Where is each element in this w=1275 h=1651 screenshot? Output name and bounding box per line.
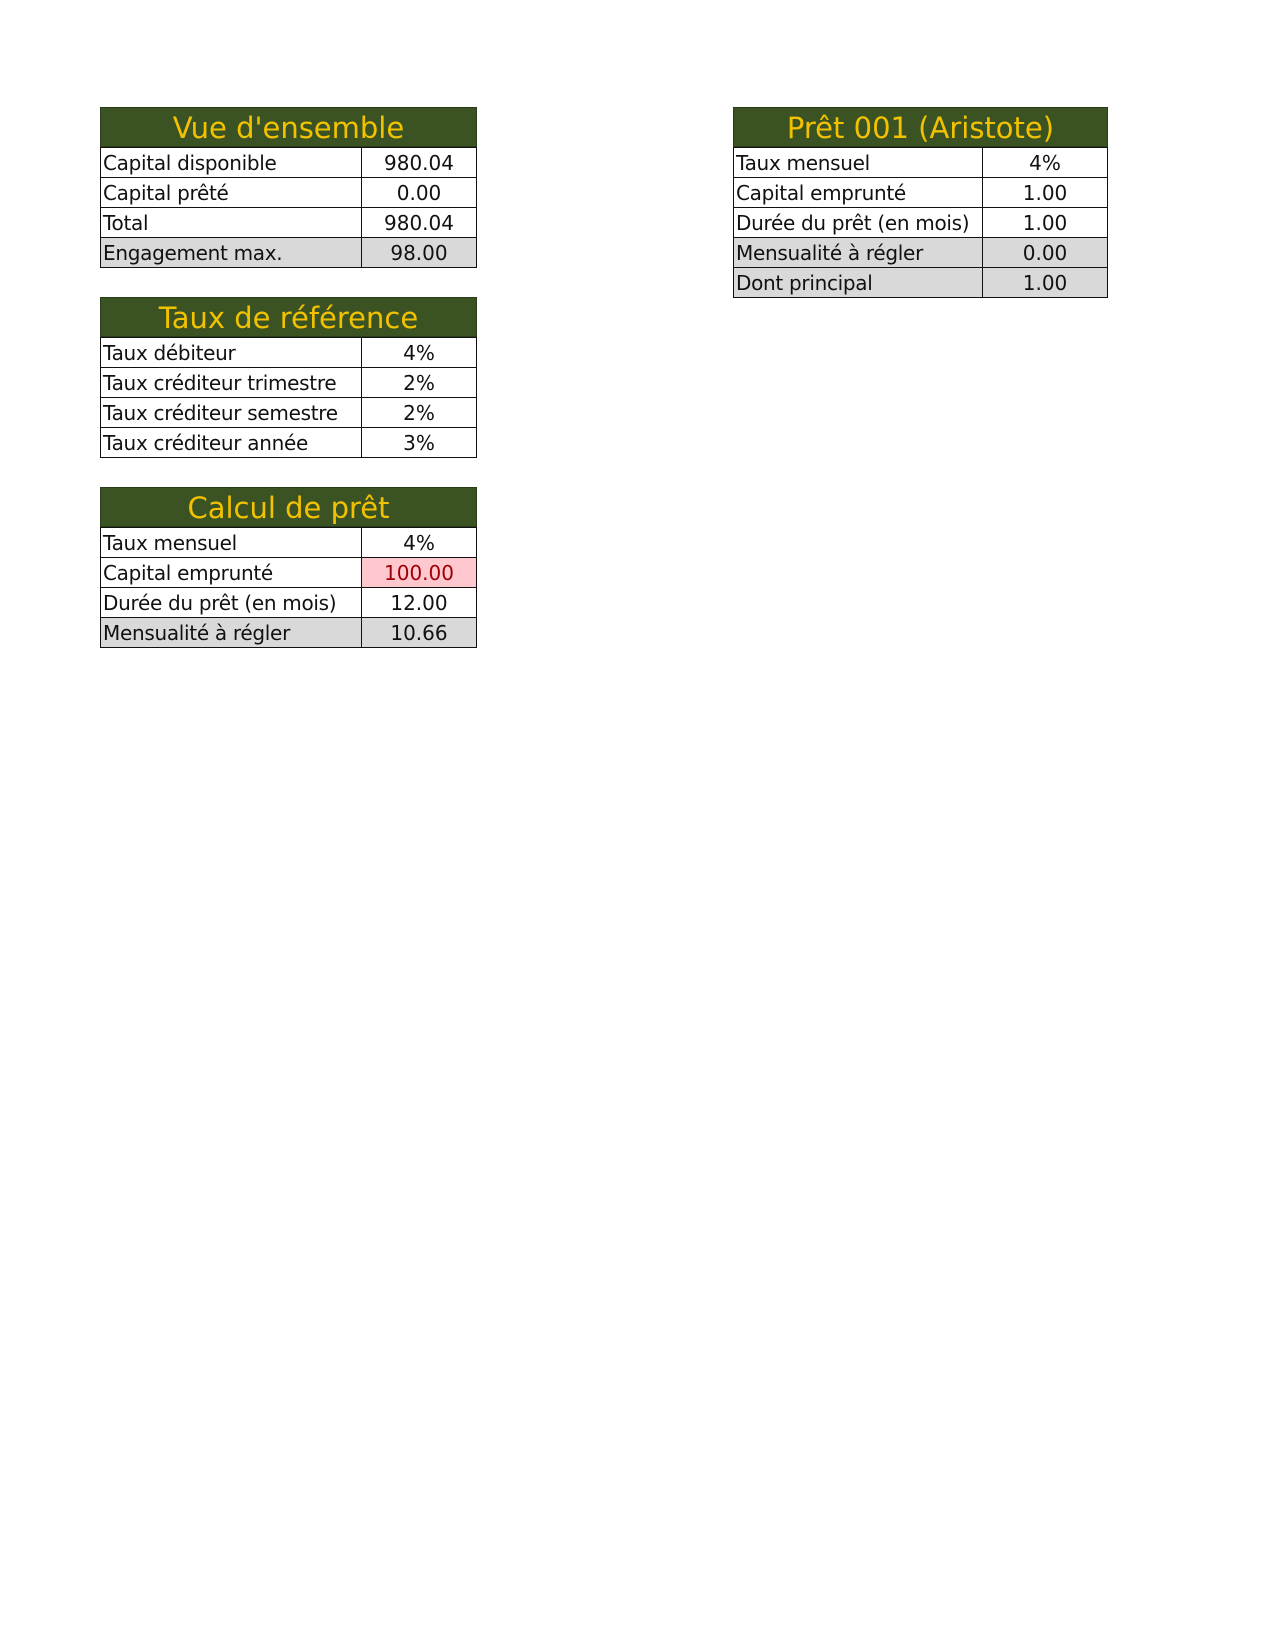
reference-rates-title: Taux de référence (100, 297, 477, 337)
table-row (101, 618, 477, 648)
table-row (101, 368, 477, 398)
row-label: Total (101, 208, 362, 238)
table-row (101, 588, 477, 618)
row-label: Taux créditeur semestre (101, 398, 362, 428)
table-row (734, 238, 1108, 268)
row-label: Dont principal (734, 268, 983, 298)
row-label: Mensualité à régler (101, 618, 362, 648)
loan-001-title: Prêt 001 (Aristote) (733, 107, 1108, 147)
row-label: Engagement max. (101, 238, 362, 268)
row-value[interactable]: 4% (362, 528, 477, 558)
row-label: Capital emprunté (734, 178, 983, 208)
table-row (101, 338, 477, 368)
table-row (101, 148, 477, 178)
row-label: Taux mensuel (734, 148, 983, 178)
loan-001-table (733, 107, 1108, 298)
row-value[interactable]: 980.04 (362, 148, 477, 178)
row-label: Capital emprunté (101, 558, 362, 588)
borrowed-capital-input[interactable]: 100.00 (362, 558, 477, 588)
row-label: Durée du prêt (en mois) (734, 208, 983, 238)
overview-table (100, 107, 477, 268)
table-row (101, 428, 477, 458)
row-label: Durée du prêt (en mois) (101, 588, 362, 618)
table-row (101, 398, 477, 428)
row-value[interactable]: 3% (362, 428, 477, 458)
table-row (101, 558, 477, 588)
loan-calc-title: Calcul de prêt (100, 487, 477, 527)
row-label: Capital prêté (101, 178, 362, 208)
row-label: Taux mensuel (101, 528, 362, 558)
reference-rates-table (100, 297, 477, 458)
row-value[interactable]: 2% (362, 368, 477, 398)
table-row (734, 148, 1108, 178)
row-value[interactable]: 0.00 (362, 178, 477, 208)
row-value[interactable]: 4% (362, 338, 477, 368)
row-value[interactable]: 98.00 (362, 238, 477, 268)
row-value[interactable]: 1.00 (983, 178, 1108, 208)
row-label: Taux débiteur (101, 338, 362, 368)
row-value[interactable]: 10.66 (362, 618, 477, 648)
row-value[interactable]: 1.00 (983, 208, 1108, 238)
row-value[interactable]: 980.04 (362, 208, 477, 238)
row-value[interactable]: 2% (362, 398, 477, 428)
table-row (101, 208, 477, 238)
row-label: Capital disponible (101, 148, 362, 178)
table-row (734, 268, 1108, 298)
row-value[interactable]: 12.00 (362, 588, 477, 618)
table-row (101, 178, 477, 208)
table-row (734, 178, 1108, 208)
row-label: Taux créditeur trimestre (101, 368, 362, 398)
row-value[interactable]: 0.00 (983, 238, 1108, 268)
table-row (734, 208, 1108, 238)
table-row (101, 238, 477, 268)
row-value[interactable]: 4% (983, 148, 1108, 178)
row-label: Mensualité à régler (734, 238, 983, 268)
table-row (101, 528, 477, 558)
overview-title: Vue d'ensemble (100, 107, 477, 147)
loan-calc-table (100, 487, 477, 648)
row-value[interactable]: 1.00 (983, 268, 1108, 298)
row-label: Taux créditeur année (101, 428, 362, 458)
